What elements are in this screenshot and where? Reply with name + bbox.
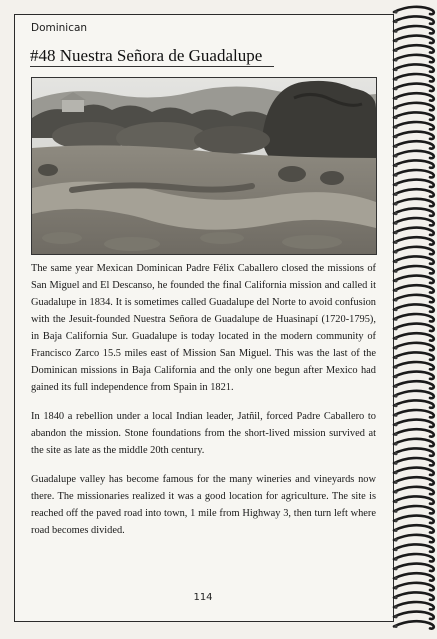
section-label: Dominican (31, 22, 88, 34)
binding-coil (394, 439, 434, 446)
binding-coil (394, 420, 434, 427)
binding-coil (394, 199, 434, 206)
binding-coil (394, 64, 434, 71)
spiral-binding-icon (392, 0, 437, 639)
binding-hole (394, 87, 397, 90)
binding-coil (394, 74, 434, 81)
binding-coil (394, 343, 434, 350)
binding-hole (394, 106, 397, 109)
binding-hole (394, 500, 397, 503)
binding-coil (394, 208, 434, 215)
binding-coil (394, 93, 434, 100)
binding-coil (394, 151, 434, 158)
binding-hole (394, 337, 397, 340)
binding-coil (394, 362, 434, 369)
binding-hole (394, 452, 397, 455)
binding-hole (394, 49, 397, 52)
binding-coil (394, 55, 434, 62)
binding-coil (394, 487, 434, 494)
binding-coil (394, 237, 434, 244)
binding-hole (394, 366, 397, 369)
binding-hole (394, 193, 397, 196)
binding-hole (394, 529, 397, 532)
binding-hole (394, 58, 397, 61)
binding-hole (394, 346, 397, 349)
binding-hole (394, 318, 397, 321)
binding-coil (394, 333, 434, 340)
binding-hole (394, 164, 397, 167)
binding-hole (394, 298, 397, 301)
binding-coil (394, 516, 434, 523)
binding-hole (394, 538, 397, 541)
binding-hole (394, 30, 397, 33)
binding-hole (394, 577, 397, 580)
binding-hole (394, 289, 397, 292)
binding-hole (394, 270, 397, 273)
binding-hole (394, 519, 397, 522)
binding-coil (394, 381, 434, 388)
binding-coil (394, 276, 434, 283)
binding-hole (394, 596, 397, 599)
binding-hole (394, 606, 397, 609)
binding-hole (394, 260, 397, 263)
binding-hole (394, 10, 397, 13)
binding-coil (394, 573, 434, 580)
paragraph-3: Guadalupe valley has become famous for the many wineries and vineyards now there. The missionaries realized it was a good location for agriculture. The site is reached off the paved road into town, 1 mile from Highway 3, then turn left where road becomes divided. (31, 474, 376, 536)
binding-hole (394, 241, 397, 244)
binding-hole (394, 414, 397, 417)
binding-coil (394, 180, 434, 187)
binding-hole (394, 548, 397, 551)
binding-coil (394, 564, 434, 571)
binding-hole (394, 154, 397, 157)
binding-hole (394, 356, 397, 359)
paragraph-2: In 1840 a rebellion under a local Indian leader, Jatñil, forced Padre Caballero to abandon the mission. Stone foundations from the short-lived mission survived at the site as late as the middle 20th century. (31, 411, 376, 456)
binding-hole (394, 404, 397, 407)
binding-coil (394, 602, 434, 609)
binding-coil (394, 535, 434, 542)
binding-hole (394, 423, 397, 426)
binding-coil (394, 189, 434, 196)
page-number: 114 (193, 592, 213, 603)
binding-coil (394, 256, 434, 263)
binding-hole (394, 39, 397, 42)
binding-coil (394, 400, 434, 407)
binding-coil (394, 458, 434, 465)
binding-hole (394, 126, 397, 129)
binding-coil (394, 621, 434, 628)
binding-hole (394, 615, 397, 618)
binding-coil (394, 160, 434, 167)
binding-coil (394, 141, 434, 148)
binding-hole (394, 202, 397, 205)
binding-hole (394, 279, 397, 282)
binding-coil (394, 266, 434, 273)
binding-coil (394, 592, 434, 599)
body-text (31, 260, 376, 551)
binding-hole (394, 625, 397, 628)
binding-coil (394, 352, 434, 359)
binding-coil (394, 324, 434, 331)
binding-hole (394, 222, 397, 225)
binding-hole (394, 462, 397, 465)
binding-hole (394, 20, 397, 23)
binding-coil (394, 36, 434, 43)
binding-coil (394, 218, 434, 225)
binding-hole (394, 586, 397, 589)
binding-hole (394, 433, 397, 436)
binding-hole (394, 510, 397, 513)
binding-hole (394, 231, 397, 234)
binding-coil (394, 391, 434, 398)
binding-hole (394, 394, 397, 397)
binding-coil (394, 132, 434, 139)
binding-coil (394, 554, 434, 561)
landscape-photo-icon (32, 78, 376, 254)
binding-hole (394, 68, 397, 71)
binding-hole (394, 97, 397, 100)
binding-coil (394, 122, 434, 129)
binding-hole (394, 183, 397, 186)
binding-coil (394, 506, 434, 513)
binding-coil (394, 45, 434, 52)
binding-coil (394, 285, 434, 292)
binding-coil (394, 26, 434, 33)
binding-hole (394, 212, 397, 215)
binding-hole (394, 481, 397, 484)
binding-coil (394, 583, 434, 590)
binding-coil (394, 247, 434, 254)
binding-hole (394, 567, 397, 570)
binding-coil (394, 112, 434, 119)
binding-hole (394, 135, 397, 138)
binding-hole (394, 558, 397, 561)
binding-hole (394, 385, 397, 388)
mission-site-photo (31, 77, 377, 255)
binding-coil (394, 468, 434, 475)
binding-hole (394, 490, 397, 493)
binding-coil (394, 544, 434, 551)
binding-coil (394, 228, 434, 235)
binding-hole (394, 471, 397, 474)
binding-hole (394, 375, 397, 378)
binding-coil (394, 304, 434, 311)
title-underline (30, 66, 274, 67)
binding-coil (394, 429, 434, 436)
binding-coil (394, 410, 434, 417)
binding-hole (394, 116, 397, 119)
binding-coil (394, 372, 434, 379)
binding-hole (394, 250, 397, 253)
binding-coil (394, 7, 434, 14)
page-title: #48 Nuestra Señora de Guadalupe (30, 46, 263, 65)
binding-coil (394, 16, 434, 23)
binding-coil (394, 612, 434, 619)
spiral-binding (392, 0, 437, 639)
binding-coil (394, 170, 434, 177)
binding-coil (394, 477, 434, 484)
binding-hole (394, 442, 397, 445)
binding-hole (394, 308, 397, 311)
binding-hole (394, 327, 397, 330)
binding-coil (394, 448, 434, 455)
binding-hole (394, 78, 397, 81)
binding-coil (394, 314, 434, 321)
binding-coil (394, 295, 434, 302)
binding-hole (394, 145, 397, 148)
paragraph-1: The same year Mexican Dominican Padre Félix Caballero closed the missions of San Miguel and El Descanso, he founded the final California mission and called it Guadalupe in 1834. It is sometimes called Guadalupe del Norte to avoid confusion with the Jesuit-founded Nuestra Señora de Guadalupe de Huasinapí (1720-1795), in Baja California Sur. Guadalupe is today located in the modern community of Francisco Zarco 15.5 miles east of Mission San Miguel. This was the last of the Dominican missions in Baja California and the only one begun after Mexico had gained its full independence from Spain in 1821. (31, 263, 376, 393)
binding-coil (394, 84, 434, 91)
binding-hole (394, 174, 397, 177)
binding-coil (394, 103, 434, 110)
binding-coil (394, 525, 434, 532)
binding-coil (394, 496, 434, 503)
